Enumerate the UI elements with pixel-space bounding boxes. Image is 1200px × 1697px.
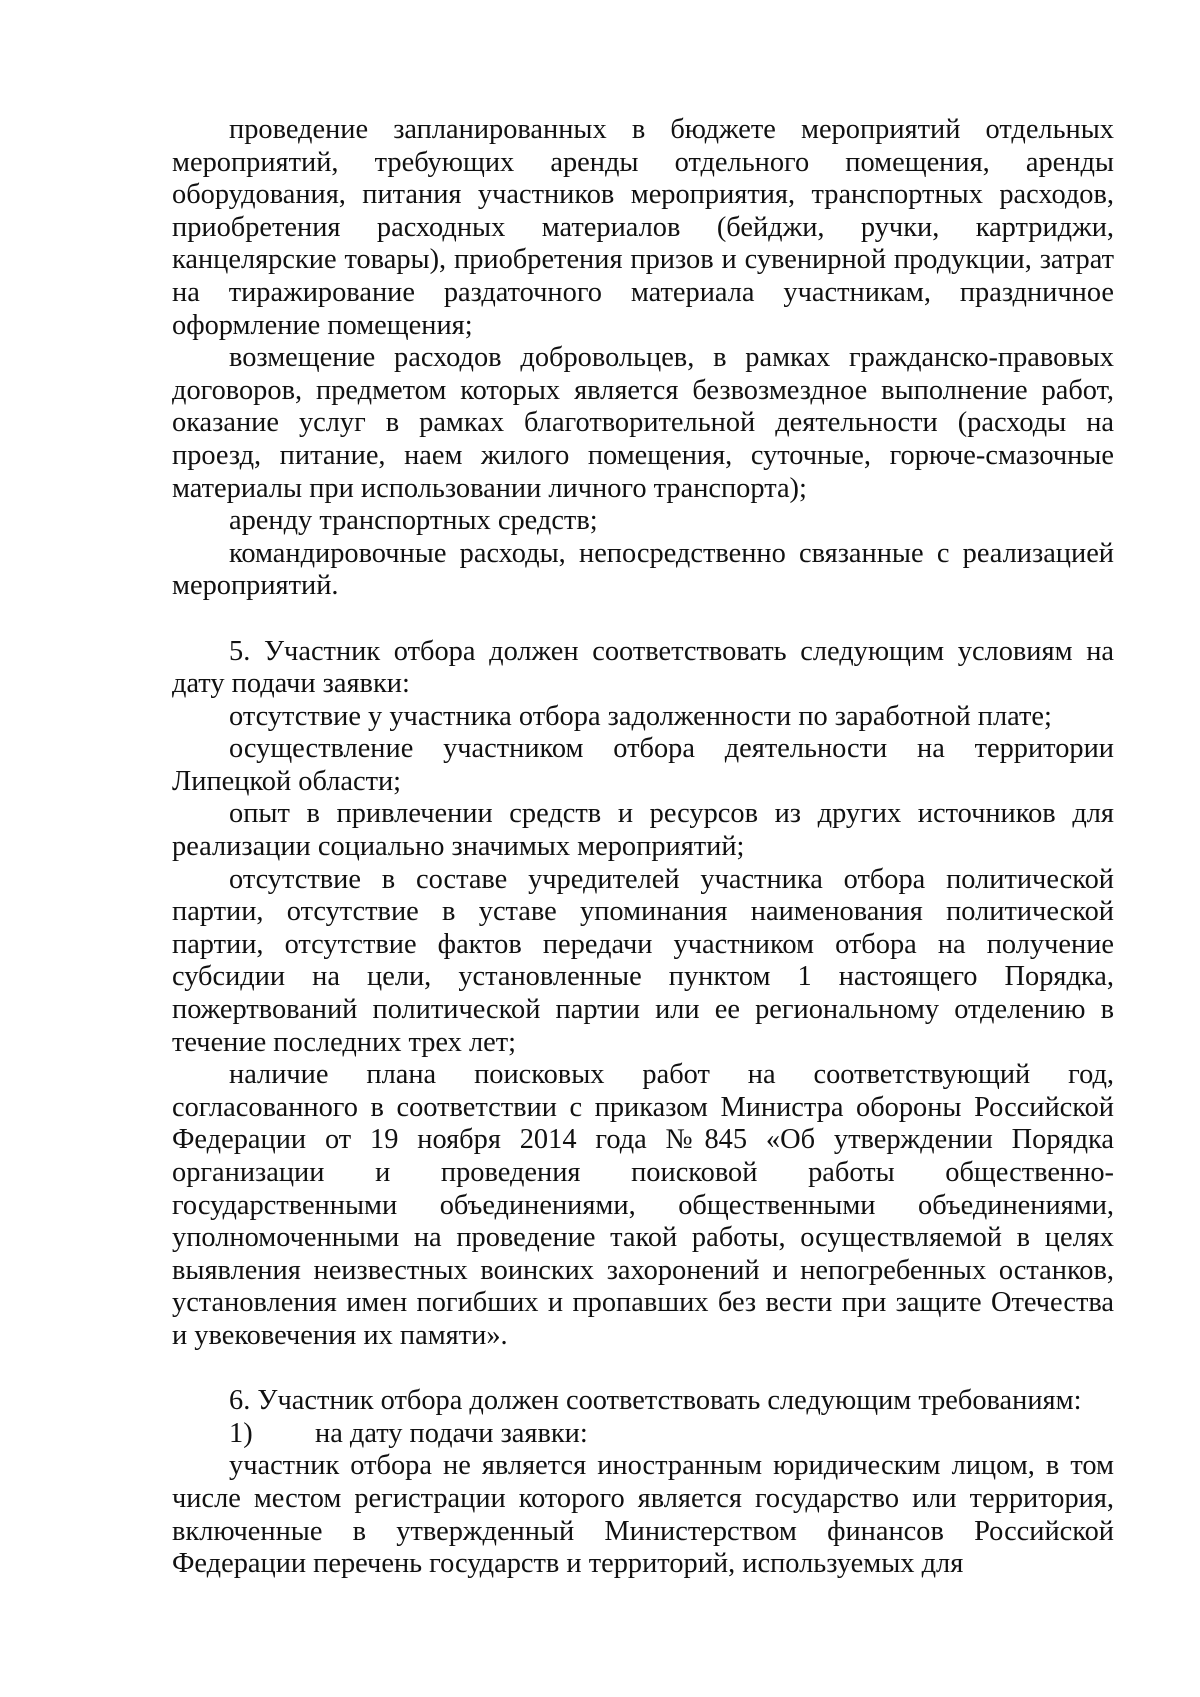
paragraph-event-expenses: проведение запланированных в бюджете мероприятий отдельных мероприятий, требующих аренды отдельного помещения, аренды оборудования, питания участников мероприятия, транспортных расходов, приобретения расходных материалов (бейджи, ручки, картриджи, канцелярские товары), приобретения призов и сувенирной продукции, затрат на тиражирование раздаточного материала участникам, праздничное оформление помещения;: [172, 114, 1114, 341]
enumerated-item-text: на дату подачи заявки:: [315, 1417, 588, 1449]
paragraph-search-work-plan: наличие плана поисковых работ на соответствующий год, согласованного в соответствии с приказом Министра обороны Российской Федерации от 19 ноября 2014 года №845 «Об утверждении Порядка организации и проведения поисковой работы общественно-государственными объединениями, общественными объединениями, уполномоченными на проведение такой работы, осуществляемой в целях выявления неизвестных воинских захоронений и непогребенных останков, установления имен погибших и пропавших без вести при защите Отечества и увековечения их памяти».: [172, 1059, 1114, 1351]
paragraph-fundraising-experience: опыт в привлечении средств и ресурсов из других источников для реализации социально значимых мероприятий;: [172, 798, 1114, 863]
paragraph-travel-expenses: командировочные расходы, непосредственно связанные с реализацией мероприятий.: [172, 537, 1114, 602]
paragraph-volunteer-expenses: возмещение расходов добровольцев, в рамках гражданско-правовых договоров, предметом которых является безвозмездное выполнение работ, оказание услуг в рамках благотворительной деятельности (расходы на проезд, питание, наем жилого помещения, суточные, горюче-смазочные материалы при использовании личного транспорта);: [172, 342, 1114, 504]
paragraph-spacer: [172, 603, 1114, 636]
paragraph-lipetsk-activity: осуществление участником отбора деятельности на территории Липецкой области;: [172, 733, 1114, 797]
paragraph-not-foreign-entity: участник отбора не является иностранным юридическим лицом, в том числе местом регистрации которого является государство или территория, включенные в утвержденный Министерством финансов Российской Федерации перечень государств и территорий, используемых для: [172, 1450, 1114, 1580]
enumerated-item-number: 1): [229, 1417, 253, 1449]
paragraph-vehicle-rent: аренду транспортных средств;: [229, 505, 598, 537]
paragraph-clause-6: 6. Участник отбора должен соответствовать следующим требованиям:: [229, 1385, 1082, 1417]
paragraph-spacer: [172, 1353, 1114, 1386]
paragraph-no-political-party: отсутствие в составе учредителей участника отбора политической партии, отсутствие в уставе упоминания наименования политической партии, отсутствие фактов передачи участником отбора на получение субсидии на цели, установленные пунктом 1 настоящего Порядка, пожертвований политической партии или ее региональному отделению в течение последних трех лет;: [172, 863, 1114, 1058]
enumerated-item: [172, 1418, 1114, 1451]
paragraph-no-wage-debt: отсутствие у участника отбора задолженности по заработной плате;: [229, 700, 1052, 732]
document-body: [172, 114, 1114, 1581]
paragraph-clause-5: 5. Участник отбора должен соответствовать следующим условиям на дату подачи заявки:: [172, 635, 1114, 700]
